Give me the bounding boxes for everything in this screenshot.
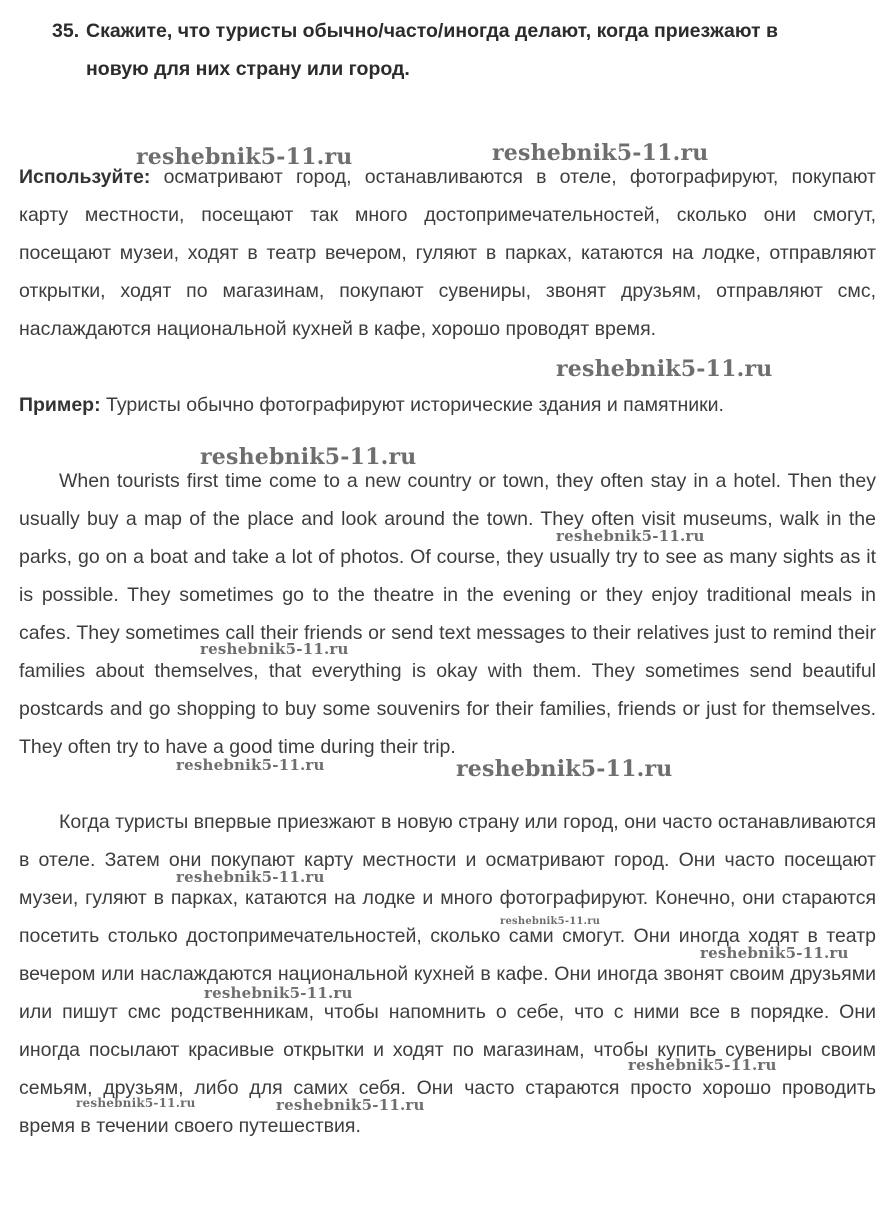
use-words-paragraph [19, 158, 876, 348]
watermark: reshebnik5-11.ru [176, 868, 325, 886]
watermark: reshebnik5-11.ru [276, 1096, 425, 1114]
watermark: reshebnik5-11.ru [200, 444, 417, 470]
watermark: reshebnik5-11.ru [176, 756, 325, 774]
task-text-line-1: Скажите, что туристы обычно/часто/иногда делают, когда приезжают в [86, 20, 778, 42]
watermark: reshebnik5-11.ru [556, 527, 705, 545]
watermark: reshebnik5-11.ru [456, 756, 673, 782]
russian-answer-paragraph: Когда туристы впервые приезжают в новую страну или город, они часто останавливаются в отеле. Затем они покупают карту местности и осматривают город. Они часто посещают музеи, гуляют в парках, катаются на лодке и много фотографируют. Конечно, они стараются посетить столько достопримечательностей, сколько сами смогут. Они иногда ходят в театр вечером или наслаждаются национальной кухней в кафе. Они иногда звонят своим друзьями или пишут смс родственникам, чтобы напомнить о себе, что с ними все в порядке. Они иногда посылают красивые открытки и ходят по магазинам, чтобы купить сувениры своим семьям, друзьям, либо для самих себя. Они часто стараются просто хорошо проводить время в течении своего путешествия. [19, 811, 876, 1137]
task-heading [52, 12, 882, 88]
watermark: reshebnik5-11.ru [204, 984, 353, 1002]
use-label: Используйте: [19, 166, 151, 188]
task-number: 35. [52, 20, 80, 42]
watermark: reshebnik5-11.ru [492, 140, 709, 166]
english-answer-paragraph: When tourists first time come to a new country or town, they often stay in a hotel. Then they usually buy a map of the place and look around the town. They often visit museums, walk in the parks, go on a boat and take a lot of photos. Of course, they usually try to see as many sights as it is possible. They sometimes go to the theatre in the evening or they enjoy traditional meals in cafes. They sometimes call their friends or send text messages to their relatives just to remind their families about themselves, that everything is okay with them. They sometimes send beautiful postcards and go shopping to buy some souvenirs for their families, friends or just for themselves. They often try to have a good time during their trip. [19, 470, 876, 758]
watermark: reshebnik5-11.ru [628, 1056, 777, 1074]
example-paragraph [19, 386, 876, 424]
example-text: Туристы обычно фотографируют исторические здания и памятники. [100, 394, 724, 416]
watermark: reshebnik5-11.ru [700, 944, 849, 962]
watermark: reshebnik5-11.ru [500, 916, 601, 927]
task-text-line-2: новую для них страну или город. [86, 58, 410, 80]
watermark: reshebnik5-11.ru [556, 356, 773, 382]
use-words-text: осматривают город, останавливаются в отеле, фотографируют, покупают карту местности, посещают так много достопримечательностей, сколько они смогут, посещают музеи, ходят в театр вечером, гуляют в парках, катаются на лодке, отправляют открытки, ходят по магазинам, покупают сувениры, звонят друзьям, отправляют смс, наслаждаются национальной кухней в кафе, хорошо проводят время. [19, 166, 876, 340]
watermark: reshebnik5-11.ru [136, 144, 353, 170]
watermark: reshebnik5-11.ru [200, 640, 349, 658]
watermark: reshebnik5-11.ru [76, 1096, 196, 1110]
task-line-1 [52, 12, 882, 50]
example-label: Пример: [19, 394, 101, 416]
